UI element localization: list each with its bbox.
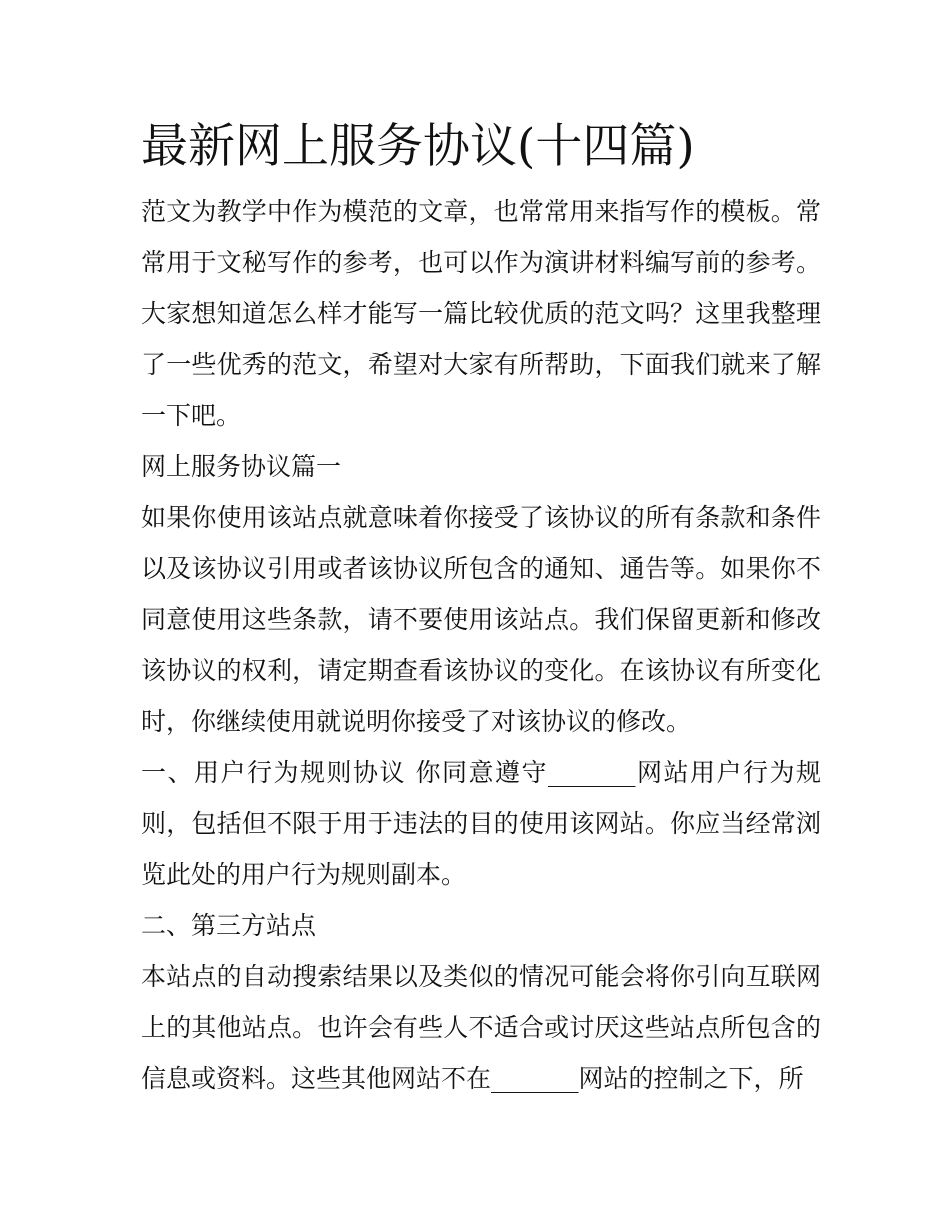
document-title: 最新网上服务协议(十四篇) (141, 119, 695, 174)
agreement-paragraph: 如果你使用该站点就意味着你接受了该协议的所有条款和条件以及该协议引用或者该协议所包含的通知、通告等。如果你不同意使用这些条款，请不要使用该站点。我们保留更新和修改该协议的权利，请定期查看该协议的变化。在该协议有所变化时，你继续使用就说明你接受了对该协议的修改。 (141, 503, 821, 736)
section-heading-part-one: 网上服务协议篇一 (141, 452, 342, 481)
section-heading-third-party-sites: 二、第三方站点 (141, 911, 317, 940)
user-conduct-paragraph: 一、用户行为规则协议 你同意遵守_______网站用户行为规则，包括但不限于用于违法的目的使用该网站。你应当经常浏览此处的用户行为规则副本。 (141, 758, 821, 889)
document-page (141, 108, 821, 1104)
third-party-paragraph: 本站点的自动搜索结果以及类似的情况可能会将你引向互联网上的其他站点。也许会有些人不适合或讨厌这些站点所包含的信息或资料。这些其他网站不在_______网站的控制之下，所 (141, 962, 821, 1093)
intro-paragraph: 范文为教学中作为模范的文章，也常常用来指写作的模板。常常用于文秘写作的参考，也可以作为演讲材料编写前的参考。大家想知道怎么样才能写一篇比较优质的范文吗？这里我整理了一些优秀的范文，希望对大家有所帮助，下面我们就来了解一下吧。 (141, 197, 821, 430)
